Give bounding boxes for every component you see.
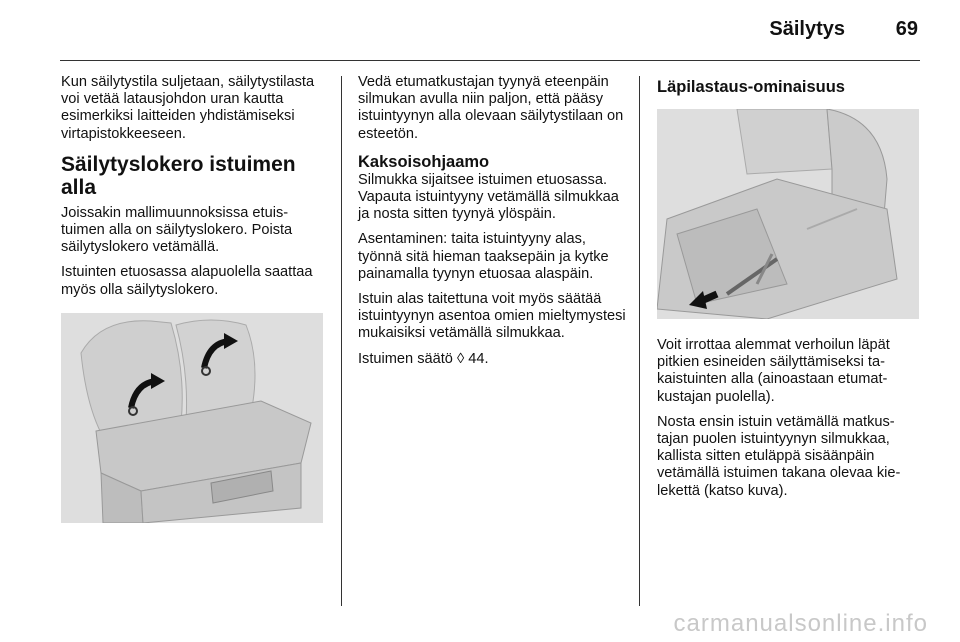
column-1 xyxy=(61,74,327,537)
paragraph: Asentaminen: taita istuintyyny alas, työnnä sitä hieman taaksepäin ja kytke painamalla tyynyn etuosaa alaspäin. xyxy=(358,231,609,282)
paragraph: Voit irrottaa alemmat verhoilun läpät pitkien esineiden säilyttämiseksi takaistuinten alla (ainoastaan etumatkustajan puolella). xyxy=(657,337,890,405)
watermark-text: carmanualsonline.info xyxy=(673,610,928,637)
paragraph: Nosta ensin istuin vetämällä matkustajan puolen istuintyynyn silmukkaa, kallista sitten etuläppä sisäänpäin vetämällä istuimen takana olevaa kielekettä (katso kuva). xyxy=(657,413,901,499)
paragraph: Silmukka sijaitsee istuimen etuosassa. Vapauta istuintyyny vetämällä silmukkaa ja nosta sitten tyynyä ylöspäin. xyxy=(358,171,619,223)
column-3 xyxy=(657,78,921,508)
column-divider-2 xyxy=(639,76,640,606)
page-title: Säilytys xyxy=(769,18,845,40)
column-divider-1 xyxy=(341,76,342,606)
cross-reference: Istuimen säätö ◊ 44. xyxy=(358,350,489,367)
column-2 xyxy=(358,74,626,376)
section-heading: Säilytyslokero istuimen alla xyxy=(61,152,296,199)
paragraph: Vedä etumatkustajan tyynyä eteenpäin silmukan avulla niin paljon, että pääsy istuintyynyn alla olevaan säilytystilaan on esteetön. xyxy=(358,74,624,142)
seat-storage-illustration xyxy=(61,313,323,523)
through-load-illustration xyxy=(657,109,919,319)
header-rule xyxy=(60,60,920,61)
paragraph: Istuin alas taitettuna voit myös säätää istuintyynyn asentoa omien mieltymystesi mukaisiksi vetämällä silmukkaa. xyxy=(358,291,626,342)
paragraph: Joissakin mallimuunnoksissa etuistuimen alla on säilytyslokero. Poista säilytyslokero vetämällä. xyxy=(61,204,293,256)
paragraph: Istuinten etuosassa alapuolella saattaa myös olla säilytyslokero. xyxy=(61,264,313,298)
paragraph: Kun säilytystila suljetaan, säilytystilasta voi vetää latausjohdon uran kautta esimerkiksi laitteiden yhdistämiseksi virtapistokkeeseen. xyxy=(61,74,315,142)
page-number: 69 xyxy=(895,18,918,40)
section-subheading: Läpilastaus-ominaisuus xyxy=(657,78,845,96)
section-subheading: Kaksoisohjaamo xyxy=(358,152,490,171)
